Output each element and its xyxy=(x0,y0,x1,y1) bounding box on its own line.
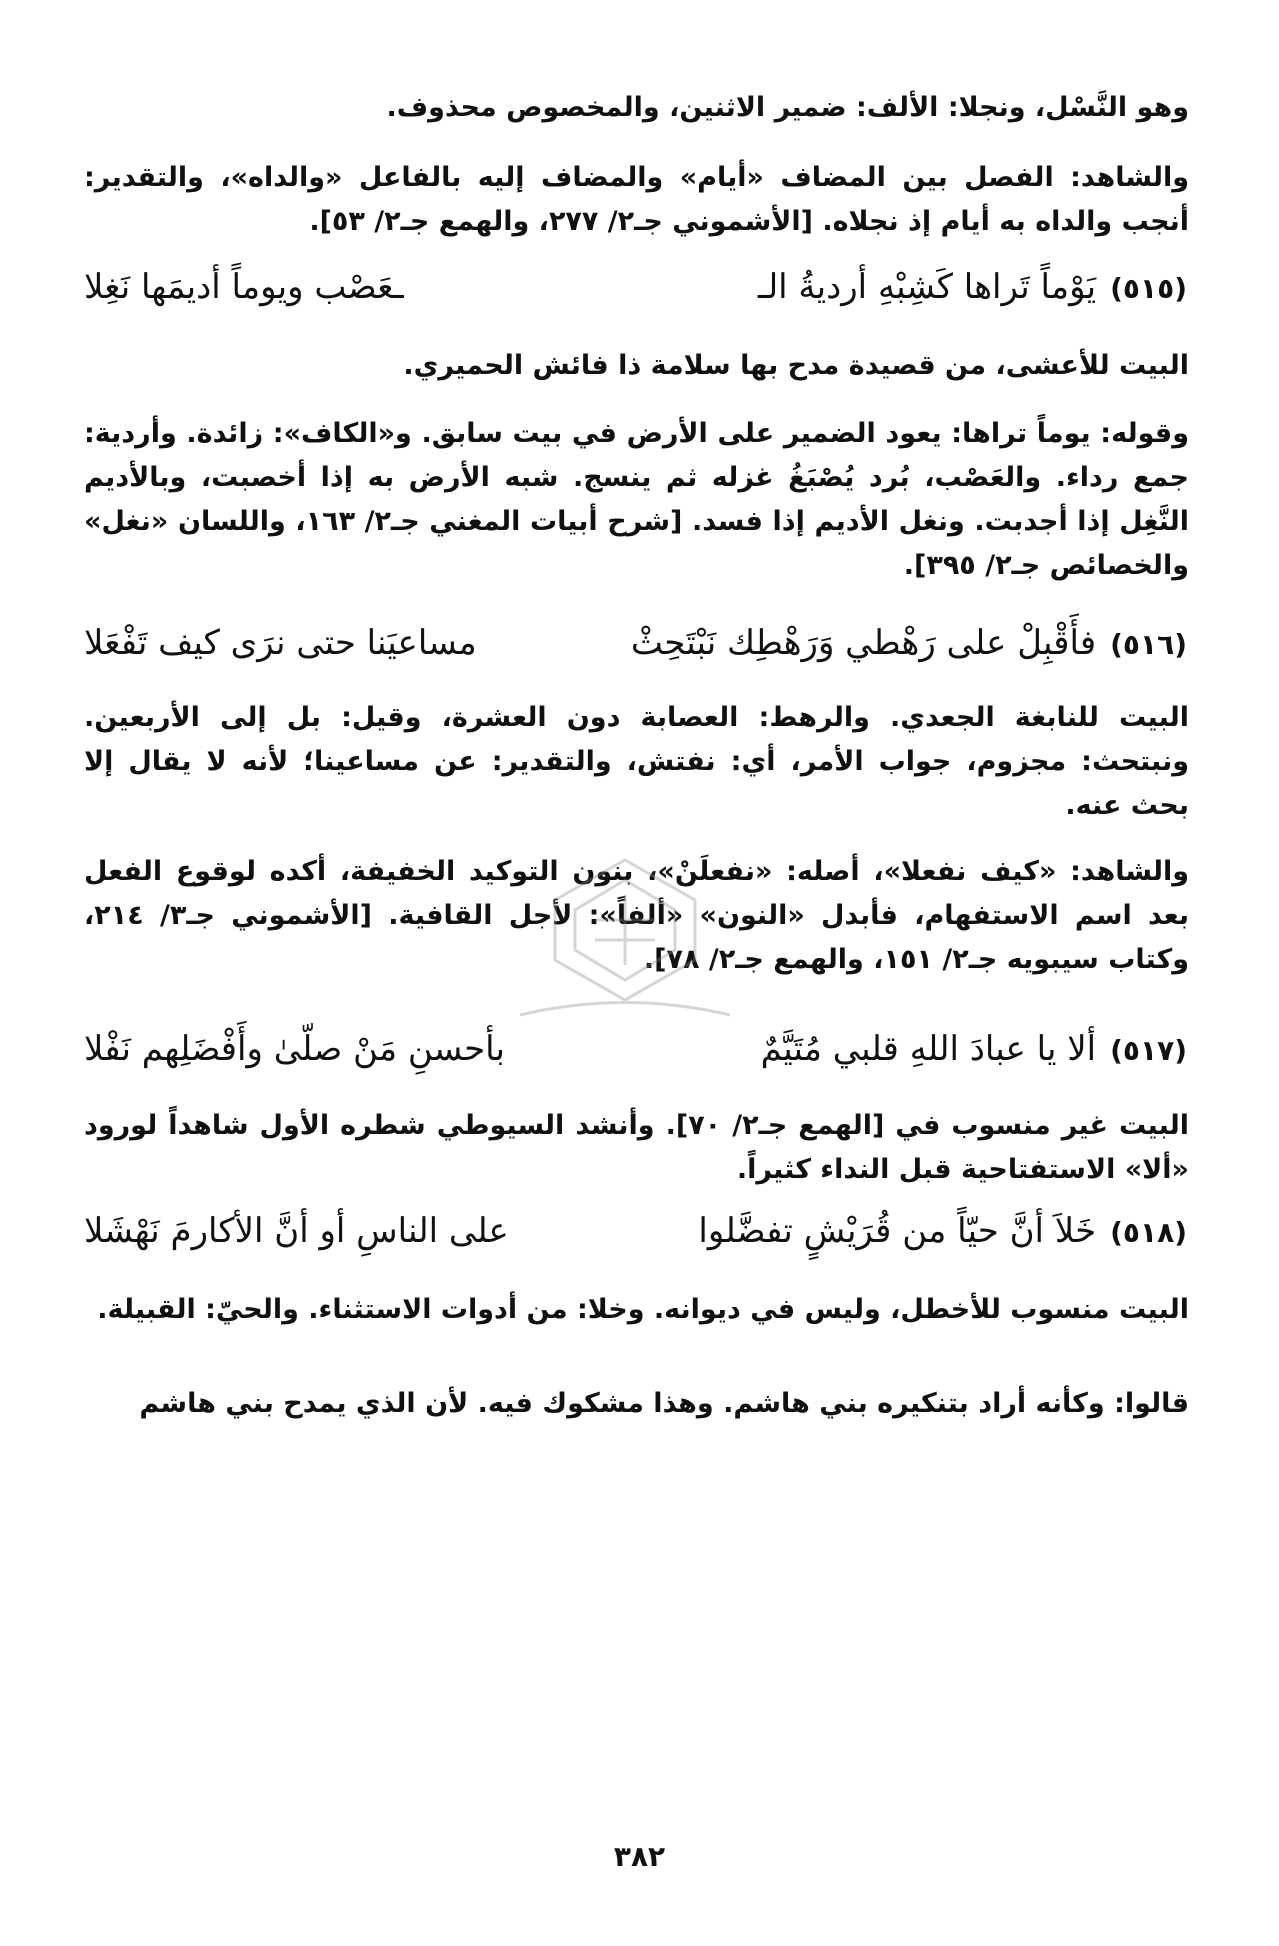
verse-second-hemistich: بأحسنِ مَنْ صلّىٰ وأَفْضَلِهم نَفْلا xyxy=(84,1029,505,1069)
verse-second-hemistich: ـعَصْب ويوماً أديمَها نَغِلا xyxy=(84,267,404,307)
paragraph-commentary-515: وقوله: يوماً تراها: يعود الضمير على الأرض في بيت سابق. و«الكاف»: زائدة. وأردية: جمع رداء. والعَصْب، بُرد يُصْبَغُ غزله ثم ينسج. شبه الأرض به إذا أخصبت، وبالأديم النَّغِل إذا أجدبت. ونغل الأديم إذا فسد. [شرح أبيات المغني جـ٢/ ١٦٣، واللسان «نغل» والخصائص جـ٢/ ٣٩٥]. xyxy=(84,418,1189,581)
verse-first-hemistich: ألا يا عبادَ اللهِ قلبي مُتَيَّمٌ xyxy=(760,1029,1097,1069)
verse-second-hemistich: على الناسِ أو أنَّ الأكارمَ نَهْشَلا xyxy=(84,1211,509,1251)
paragraph-evidence-514: والشاهد: الفصل بين المضاف «أيام» والمضاف إليه بالفاعل «والداه»، والتقدير: أنجب والداه به أيام إذ نجلاه. [الأشموني جـ٢/ ٢٧٧، والهمع جـ٢/ ٥٣]. xyxy=(84,162,1189,237)
paragraph-attribution-516: البيت للنابغة الجعدي. والرهط: العصابة دون العشرة، وقيل: بل إلى الأربعين. ونبتحث: مجزوم، جواب الأمر، أي: نفتش، والتقدير: عن مساعينا؛ لأنه لا يقال إلا بحث عنه. xyxy=(84,702,1189,821)
verse-518 xyxy=(84,1206,1187,1258)
paragraph-attribution-515: البيت للأعشى، من قصيدة مدح بها سلامة ذا فائش الحميري. xyxy=(403,350,1189,381)
paragraph-attribution-517: البيت غير منسوب في [الهمع جـ٢/ ٧٠]. وأنشد السيوطي شطره الأول شاهداً لورود «ألا» الاستفتاحية قبل النداء كثيراً. xyxy=(84,1110,1189,1185)
verse-second-hemistich: مساعيَنا حتى نرَى كيف تَفْعَلا xyxy=(84,623,477,663)
verse-number: (٥١٧) xyxy=(1110,1034,1187,1067)
page-number: ٣٨٢ xyxy=(613,1840,666,1873)
paragraph-attribution-518: البيت منسوب للأخطل، وليس في ديوانه. وخلا: من أدوات الاستثناء. والحيّ: القبيلة. xyxy=(97,1294,1189,1325)
verse-number: (٥١٨) xyxy=(1110,1216,1187,1249)
verse-number: (٥١٥) xyxy=(1110,272,1187,305)
verse-first-hemistich: فأَقْبِلْ على رَهْطي وَرَهْطِك نَبْتَحِثْ xyxy=(630,623,1097,663)
watermark-emblem-icon xyxy=(500,850,750,1030)
paragraph-explanation-intro: وهو النَّسْل، ونجلا: الألف: ضمير الاثنين، والمخصوص محذوف. xyxy=(386,92,1189,123)
paragraph-commentary-518: قالوا: وكأنه أراد بتنكيره بني هاشم. وهذا مشكوك فيه. لأن الذي يمدح بني هاشم xyxy=(139,1388,1189,1419)
verse-first-hemistich: يَوْماً تَراها كَشِبْهِ أرديةُ الـ xyxy=(757,267,1097,307)
paragraph-evidence-516: والشاهد: «كيف نفعلا»، أصله: «نفعلَنْ»، بنون التوكيد الخفيفة، أكده لوقوع الفعل بعد اسم الاستفهام، فأبدل «النون» «ألفاً»: لأجل القافية. [الأشموني جـ٣/ ٢١٤، وكتاب سيبويه جـ٢/ ١٥١، والهمع جـ٢/ ٧٨]. xyxy=(84,856,1190,975)
verse-516 xyxy=(84,618,1187,670)
verse-517 xyxy=(84,1024,1187,1076)
verse-first-hemistich: خَلاَ أنَّ حيّاً من قُرَيْشٍ تفضَّلوا xyxy=(698,1211,1097,1251)
verse-number: (٥١٦) xyxy=(1110,628,1187,661)
verse-515 xyxy=(84,262,1187,314)
